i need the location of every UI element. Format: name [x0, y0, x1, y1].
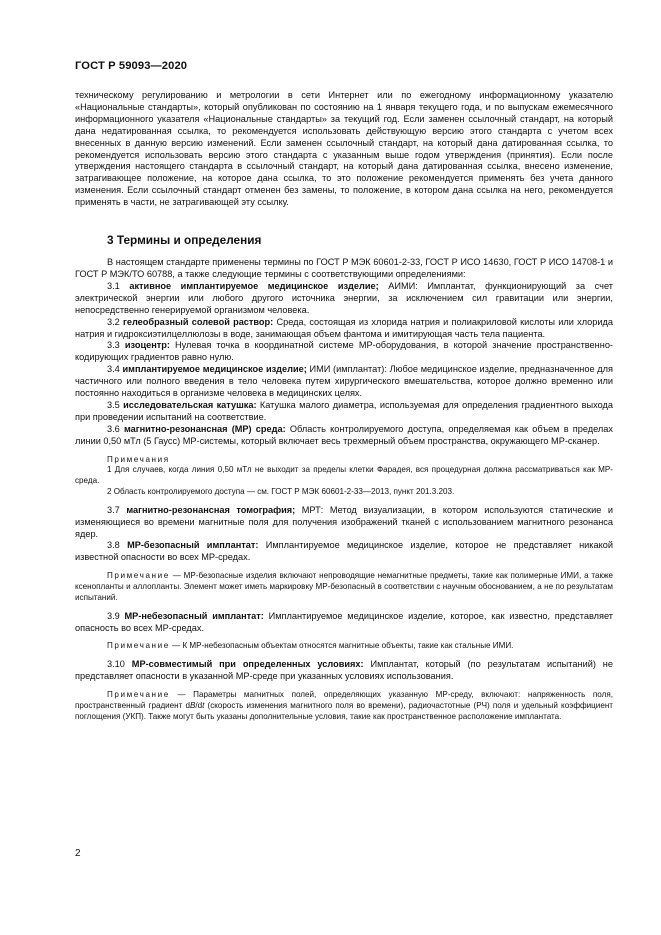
- gradient-symbol-b: B: [190, 700, 196, 710]
- term-3-8: [75, 540, 613, 564]
- term-number: 3.7: [107, 504, 120, 515]
- term-definition: ИМИ (имплантат): Любое медицинское изделие, предназначенное для частичного или полного введения в тело человека путем хирургического вмешательства, которое должно временно или постоянно находиться в организме человека в медицинских целях.: [75, 364, 613, 399]
- term-definition: Область контролируемого доступа, определяемая как объем в пределах линии 0,50 мТл (5 Гаусс) МР-системы, который включает весь трехмерный объем пространства, окружающего МР-сканер.: [75, 423, 613, 446]
- term-name: МР-небезопасный имплантат:: [124, 610, 264, 621]
- note-text-cont: (скорость изменения магнитного поля во времени), радиочастотные (РЧ) поля и удельный коэффициент поглощения (УКП). Также могут быть указаны дополнительные условия, такие как пространственное расположение имплантата.: [75, 700, 613, 721]
- term-definition: Катушка малого диаметра, используемая для определения градиентного выхода при проведении испытаний на соответствие.: [75, 399, 614, 422]
- term-number: 3.8: [107, 540, 120, 551]
- note-text: — К МР-небезопасным объектам относятся магнитные объекты, такие как стальные ИМИ.: [169, 641, 514, 651]
- term-number: 3.1: [107, 280, 120, 291]
- term-3-10: [75, 659, 613, 683]
- note-2: 2 Область контролируемого доступа — см. ГОСТ Р МЭК 60601-2-33—2013, пункт 201.3.203.: [107, 486, 455, 496]
- term-definition: Имплантат, который (по результатам испытаний) не представляет опасности в указанной МР-среде при указанных условиях использования.: [75, 659, 613, 682]
- term-3-2: [75, 317, 613, 341]
- term-3-6: [75, 424, 613, 448]
- note-3-8: [75, 571, 613, 603]
- term-definition: Имплантируемое медицинское изделие, которое, как известно, представляет опасность во всех МР-средах.: [75, 610, 613, 633]
- term-number: 3.3: [107, 340, 120, 351]
- note-text: — МР-безопасные изделия включают непроводящие немагнитные предметы, такие как полимерные ИМИ, а также ксенопланты и аллопланты. Элемент может иметь маркировку МР-безопасный в соответствии с научным обоснованием, а не по результатам испытаний.: [75, 571, 613, 602]
- term-number: 3.10: [107, 659, 125, 670]
- term-name: гелеобразный солевой раствор:: [123, 316, 274, 327]
- term-number: 3.2: [107, 316, 120, 327]
- note-label: Примечание: [107, 690, 170, 700]
- notes-3-6: [75, 455, 613, 498]
- term-number: 3.9: [107, 610, 120, 621]
- intro-paragraph: техническому регулированию и метрологии в сети Интернет или по ежегодному информационному указателю «Национальные стандарты», который опубликован по состоянию на 1 января текущего года, и по выпускам ежемесячного информационного указателя «Национальные стандарты» за текущий год. Если заменен ссылочный стандарт, на который дана недатированная ссылка, то рекомендуется использовать действующую версию этого стандарта с учетом всех внесенных в данную версию изменений. Если заменен ссылочный стандарт, на который дана датированная ссылка, то рекомендуется использовать версию этого стандарта с указанным выше годом утверждения (принятия). Если после утверждения настоящего стандарта в ссылочный стандарт, на который дана датированная ссылка, внесено изменение, затрагивающее положение, на которое дана ссылка, то это положение рекомендуется применять без учета данного изменения. Если ссылочный стандарт отменен без замены, то положение, в котором дана ссылка на него, рекомендуется применять в части, не затрагивающей эту ссылку.: [75, 90, 613, 208]
- term-3-4: [75, 364, 613, 400]
- term-name: МР-безопасный имплантат:: [127, 540, 259, 551]
- term-name: магнитно-резонансная (МР) среда:: [123, 423, 286, 434]
- page-content: [75, 90, 613, 722]
- term-3-3: [75, 340, 613, 364]
- term-number: 3.6: [107, 423, 120, 434]
- term-3-9: [75, 611, 613, 635]
- note-label: Примечание: [107, 641, 170, 651]
- term-name: магнитно-резонансная томография;: [126, 504, 296, 515]
- notes-label: Примечания: [107, 454, 170, 464]
- note-3-10: [75, 690, 613, 722]
- gradient-symbol-d: d: [197, 700, 203, 710]
- term-name: изоцентр:: [124, 340, 170, 351]
- term-definition: МРТ: Метод визуализации, в котором используются статические и изменяющиеся во времени магнитные поля для получения изображений тканей с использованием магнитного резонанса ядер.: [75, 504, 613, 539]
- term-definition: Имплантируемое медицинское изделие, которое не представляет никакой известной опасности во всех МР-средах.: [75, 540, 613, 563]
- term-name: исследовательская катушка:: [123, 399, 257, 410]
- term-name: имплантируемое медицинское изделие;: [122, 364, 307, 375]
- term-3-5: [75, 400, 613, 424]
- gradient-slash: /: [195, 700, 198, 710]
- term-name: активное имплантируемое медицинское изделие;: [129, 280, 379, 291]
- note-text: — Параметры магнитных полей, определяющих указанную МР-среду, включают: напряженность поля, пространственный градиент d: [75, 690, 613, 710]
- section-intro: В настоящем стандарте применены термины по ГОСТ Р МЭК 60601-2-33, ГОСТ Р ИСО 14630, ГОСТ Р ИСО 14708-1 и ГОСТ Р МЭК/ТО 60788, а также следующие термины с соответствующими определениями:: [75, 257, 613, 279]
- term-definition: АИМИ: Имплантат, функционирующий за счет электрической энергии или любого другого источника энергии, за исключением сил гравитации или энергии, непосредственно генерируемой организмом человека.: [75, 280, 613, 315]
- note-label: Примечание: [107, 571, 170, 581]
- term-definition: Среда, состоящая из хлорида натрия и полиакриловой кислоты или хлорида натрия и гидроксиэтилцеллюлозы в воде, занимающая объем фантома и имитирующая часть тела пациента.: [75, 316, 613, 339]
- section-title: 3 Термины и определения: [107, 233, 262, 248]
- note-3-9: [75, 641, 613, 652]
- gradient-symbol-t: t: [202, 700, 205, 710]
- term-3-1: [75, 281, 613, 317]
- term-number: 3.4: [107, 364, 120, 375]
- term-number: 3.5: [107, 399, 120, 410]
- document-header: ГОСТ Р 59093—2020: [75, 60, 188, 72]
- term-3-7: [75, 505, 613, 541]
- term-definition: Нулевая точка в координатной системе МР-оборудования, в которой значение пространственно-кодирующих градиентов равно нулю.: [75, 340, 613, 363]
- page-number: 2: [75, 848, 81, 859]
- term-name: МР-совместимый при определенных условиях:: [131, 659, 364, 670]
- note-1: 1 Для случаев, когда линия 0,50 мТл не выходит за пределы клетки Фарадея, вся процедурная должна рассматриваться как МР-среда.: [75, 465, 613, 486]
